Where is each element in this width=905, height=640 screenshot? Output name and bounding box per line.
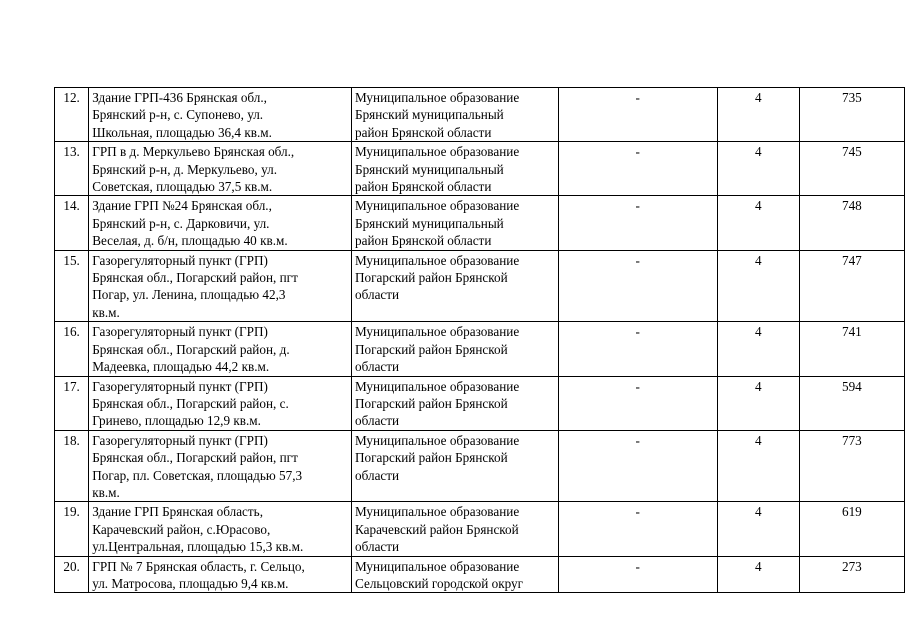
table-row — [55, 196, 905, 250]
object-description-cell — [89, 430, 352, 502]
owner-cell-line: области — [355, 413, 400, 429]
count-cell: 4 — [717, 502, 799, 556]
object-description-cell-line: Гринево, площадью 12,9 кв.м. — [92, 413, 261, 429]
object-description-cell-line: Погар, ул. Ленина, площадью 42,3 — [92, 287, 286, 303]
object-description-cell — [89, 250, 352, 322]
owner-cell-line: Сельцовский городской округ — [355, 575, 524, 591]
dash-cell: - — [558, 250, 717, 322]
value-cell: 619 — [799, 502, 904, 556]
dash-cell: - — [558, 88, 717, 142]
owner-cell — [352, 556, 559, 593]
table-row — [55, 322, 905, 376]
object-description-cell-line: Газорегуляторный пункт (ГРП) — [92, 252, 268, 268]
owner-cell-line: Муниципальное образование — [355, 324, 520, 340]
object-description-cell-line: Брянский р-н, с. Дарковичи, ул. — [92, 215, 270, 231]
owner-cell-line: Погарский район Брянской — [355, 395, 508, 411]
object-description-cell-line: Брянский р-н, с. Супонево, ул. — [92, 107, 264, 123]
owner-cell-line: Муниципальное образование — [355, 144, 520, 160]
row-number-cell: 17. — [55, 376, 89, 430]
owner-cell — [352, 502, 559, 556]
table-row — [55, 88, 905, 142]
row-number-cell: 18. — [55, 430, 89, 502]
object-description-cell-line: Газорегуляторный пункт (ГРП) — [92, 324, 268, 340]
owner-cell-line: Муниципальное образование — [355, 504, 520, 520]
object-description-cell — [89, 142, 352, 196]
dash-cell: - — [558, 556, 717, 593]
object-description-cell — [89, 376, 352, 430]
count-cell: 4 — [717, 250, 799, 322]
dash-cell: - — [558, 430, 717, 502]
value-cell: 773 — [799, 430, 904, 502]
object-description-cell-line: Здание ГРП №24 Брянская обл., — [92, 198, 272, 214]
object-description-cell-line: ГРП № 7 Брянская область, г. Сельцо, — [92, 558, 305, 574]
object-description-cell-line: Брянская обл., Погарский район, пгт — [92, 450, 298, 466]
object-description-cell-line: Школьная, площадью 36,4 кв.м. — [92, 124, 272, 140]
owner-cell-line: район Брянской области — [355, 179, 492, 195]
owner-cell — [352, 250, 559, 322]
row-number-cell: 15. — [55, 250, 89, 322]
owner-cell-line: Муниципальное образование — [355, 198, 520, 214]
owner-cell-line: области — [355, 467, 400, 483]
object-description-cell — [89, 196, 352, 250]
owner-cell-line: Погарский район Брянской — [355, 270, 508, 286]
owner-cell-line: Брянский муниципальный — [355, 215, 504, 231]
object-description-cell — [89, 322, 352, 376]
owner-cell — [352, 196, 559, 250]
table-row — [55, 556, 905, 593]
count-cell: 4 — [717, 142, 799, 196]
object-description-cell-line: Веселая, д. б/н, площадью 40 кв.м. — [92, 233, 288, 249]
object-description-cell-line: Погар, пл. Советская, площадью 57,3 — [92, 467, 303, 483]
table-body — [55, 88, 905, 593]
object-description-cell-line: Карачевский район, с.Юрасово, — [92, 521, 271, 537]
object-description-cell-line: Советская, площадью 37,5 кв.м. — [92, 179, 273, 195]
object-description-cell-line: Брянский р-н, д. Меркульево, ул. — [92, 161, 278, 177]
object-description-cell-line: Брянская обл., Погарский район, пгт — [92, 270, 298, 286]
dash-cell: - — [558, 322, 717, 376]
object-description-cell — [89, 502, 352, 556]
row-number-cell: 13. — [55, 142, 89, 196]
owner-cell-line: Муниципальное образование — [355, 90, 520, 105]
object-description-cell-line: ГРП в д. Меркульево Брянская обл., — [92, 144, 295, 160]
object-description-cell-line: Газорегуляторный пункт (ГРП) — [92, 432, 268, 448]
dash-cell: - — [558, 196, 717, 250]
owner-cell-line: Погарский район Брянской — [355, 341, 508, 357]
count-cell: 4 — [717, 88, 799, 142]
dash-cell: - — [558, 376, 717, 430]
object-description-cell-line: кв.м. — [92, 304, 120, 320]
row-number-cell: 19. — [55, 502, 89, 556]
object-description-cell-line: ул.Центральная, площадью 15,3 кв.м. — [92, 539, 304, 555]
object-description-cell-line: Брянская обл., Погарский район, д. — [92, 341, 290, 357]
count-cell: 4 — [717, 322, 799, 376]
row-number-cell: 16. — [55, 322, 89, 376]
count-cell: 4 — [717, 196, 799, 250]
owner-cell-line: Погарский район Брянской — [355, 450, 508, 466]
owner-cell — [352, 376, 559, 430]
object-description-cell-line: кв.м. — [92, 484, 120, 500]
table-row — [55, 376, 905, 430]
owner-cell-line: Карачевский район Брянской — [355, 521, 519, 537]
owner-cell-line: области — [355, 359, 400, 375]
count-cell: 4 — [717, 376, 799, 430]
object-description-cell-line: Мадеевка, площадью 44,2 кв.м. — [92, 359, 270, 375]
value-cell: 735 — [799, 88, 904, 142]
owner-cell-line: Муниципальное образование — [355, 432, 520, 448]
owner-cell-line: Муниципальное образование — [355, 558, 520, 574]
row-number-cell: 20. — [55, 556, 89, 593]
dash-cell: - — [558, 502, 717, 556]
owner-cell-line: области — [355, 287, 400, 303]
owner-cell-line: Муниципальное образование — [355, 252, 520, 268]
owner-cell-line: Брянский муниципальный — [355, 161, 504, 177]
value-cell: 273 — [799, 556, 904, 593]
value-cell: 748 — [799, 196, 904, 250]
owner-cell-line: район Брянской области — [355, 124, 492, 140]
owner-cell-line: Муниципальное образование — [355, 378, 520, 394]
owner-cell — [352, 322, 559, 376]
value-cell: 745 — [799, 142, 904, 196]
table-row — [55, 250, 905, 322]
object-description-cell — [89, 556, 352, 593]
value-cell: 747 — [799, 250, 904, 322]
object-description-cell-line: Брянская обл., Погарский район, с. — [92, 395, 289, 411]
owner-cell — [352, 88, 559, 142]
row-number-cell: 12. — [55, 88, 89, 142]
owner-cell-line: области — [355, 539, 400, 555]
value-cell: 741 — [799, 322, 904, 376]
property-table — [54, 87, 905, 593]
value-cell: 594 — [799, 376, 904, 430]
object-description-cell-line: Газорегуляторный пункт (ГРП) — [92, 378, 268, 394]
table-row — [55, 502, 905, 556]
row-number-cell: 14. — [55, 196, 89, 250]
count-cell: 4 — [717, 430, 799, 502]
table-row — [55, 430, 905, 502]
owner-cell-line: Брянский муниципальный — [355, 107, 504, 123]
count-cell: 4 — [717, 556, 799, 593]
object-description-cell-line: Здание ГРП-436 Брянская обл., — [92, 90, 267, 105]
owner-cell-line: район Брянской области — [355, 233, 492, 249]
object-description-cell-line: ул. Матросова, площадью 9,4 кв.м. — [92, 575, 289, 591]
dash-cell: - — [558, 142, 717, 196]
object-description-cell-line: Здание ГРП Брянская область, — [92, 504, 263, 520]
owner-cell — [352, 142, 559, 196]
table-row — [55, 142, 905, 196]
object-description-cell — [89, 88, 352, 142]
owner-cell — [352, 430, 559, 502]
